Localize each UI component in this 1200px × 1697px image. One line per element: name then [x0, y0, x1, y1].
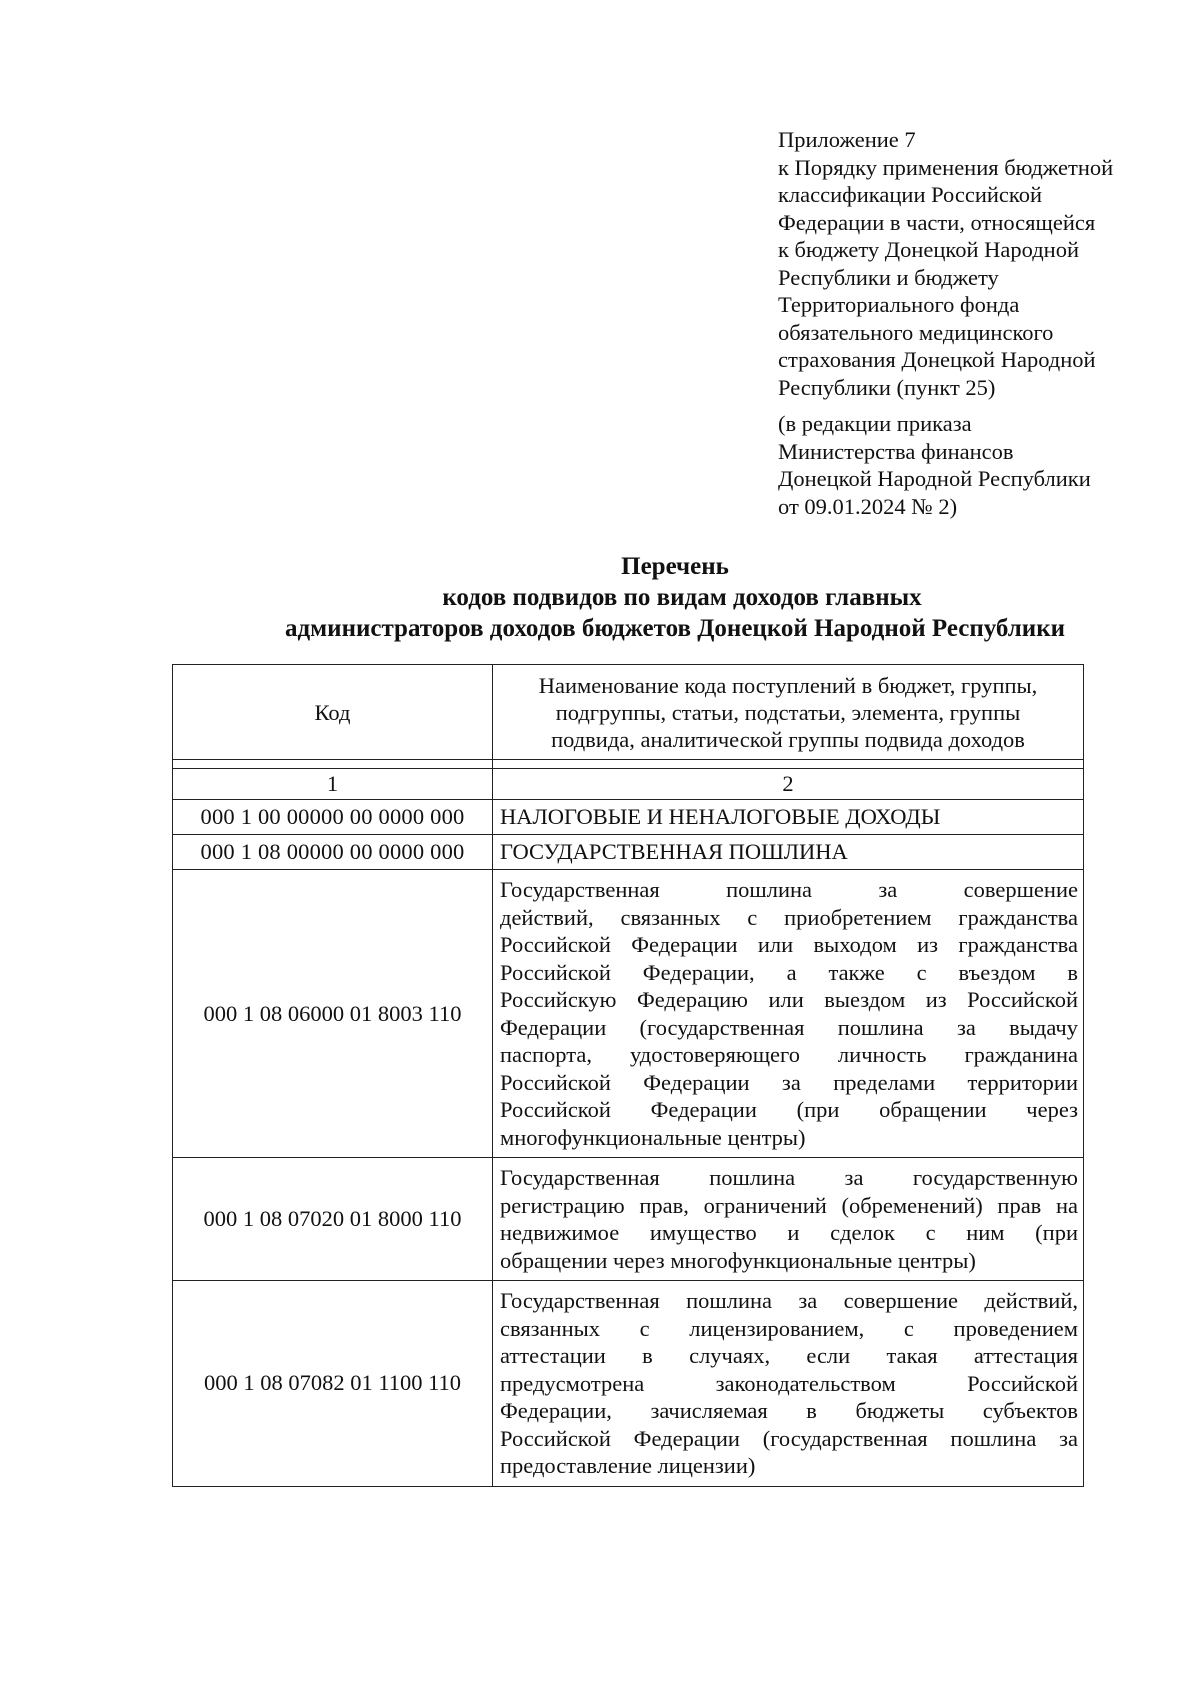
description-line: Российскую Федерацию или выездом из Российской [500, 987, 1078, 1012]
header-name-line: подвида, аналитической группы подвида доходов [551, 726, 1025, 752]
header-name-line: подгруппы, статьи, подстатьи, элемента, группы [555, 699, 1021, 725]
description-line: паспорта, удостоверяющего личность гражданина [500, 1042, 1078, 1067]
header-name-line: Наименование кода поступлений в бюджет, группы, [538, 672, 1038, 698]
edition-line: Донецкой Народной Республики [778, 466, 1091, 491]
document-title [160, 551, 1190, 644]
table-row [173, 870, 1084, 1158]
description-line: Российской Федерации за пределами территории [500, 1069, 1078, 1095]
appendix-line: Республики (пункт 25) [778, 374, 996, 400]
description-line: связанных с лицензированием, с проведением [500, 1315, 1078, 1341]
col-number-1: 1 [173, 769, 493, 800]
code-cell: 000 1 08 07020 01 8000 110 [173, 1158, 493, 1281]
appendix-line: классификации Российской [778, 182, 1042, 207]
code-cell: 000 1 00 00000 00 0000 000 [173, 800, 493, 835]
table-header-row [173, 665, 1084, 760]
table-row [173, 1281, 1084, 1487]
code-cell: 000 1 08 00000 00 0000 000 [173, 835, 493, 870]
appendix-line: к бюджету Донецкой Народной [778, 237, 1080, 262]
description-cell [493, 1281, 1084, 1487]
description-line: аттестации в случаях, если такая аттестация [500, 1343, 1078, 1368]
table-row [173, 800, 1084, 835]
code-cell: 000 1 08 07082 01 1100 110 [173, 1281, 493, 1487]
edition-line: Министерства финансов [778, 438, 1014, 464]
description-line: предусмотрена законодательством Российской [500, 1370, 1078, 1396]
description-line: Федерации (государственная пошлина за выдачу [500, 1014, 1078, 1040]
description-line: Российской Федерации или выходом из гражданства [500, 932, 1078, 957]
description-line: многофункциональные центры) [500, 1124, 806, 1150]
edition-line: от 09.01.2024 № 2) [778, 493, 958, 519]
description-cell [493, 870, 1084, 1158]
description-line: Государственная пошлина за государственную [500, 1165, 1078, 1190]
col-number-2: 2 [493, 769, 1084, 800]
appendix-line: Приложение 7 [778, 127, 916, 152]
appendix-line: Республики и бюджету [778, 264, 999, 290]
description-line: Российской Федерации (государственная пошлина за [500, 1425, 1078, 1451]
numbering-row [173, 769, 1084, 800]
appendix-line: Федерации в части, относящейся [778, 209, 1096, 235]
codes-table [172, 664, 1084, 1487]
description-line: Российской Федерации (при обращении через [500, 1097, 1078, 1122]
table-row [173, 835, 1084, 870]
description-line: Российской Федерации, а также с въездом в [500, 959, 1078, 985]
name-cell: НАЛОГОВЫЕ И НЕНАЛОГОВЫЕ ДОХОДЫ [493, 800, 1084, 835]
appendix-block [778, 126, 1168, 520]
description-line: недвижимое имущество и сделок с ним (при [500, 1220, 1078, 1245]
spacer-cell [173, 760, 493, 769]
table-row [173, 1158, 1084, 1281]
description-line: действий, связанных с приобретением гражданства [500, 904, 1078, 930]
title-line-1: Перечень [621, 553, 729, 580]
description-line: регистрацию прав, ограничений (обременений) прав на [500, 1192, 1078, 1218]
description-line: Государственная пошлина за совершение действий, [500, 1288, 1078, 1313]
appendix-line: обязательного медицинского [778, 319, 1054, 345]
header-code: Код [173, 665, 493, 760]
description-line: обращении через многофункциональные центры) [500, 1247, 976, 1273]
spacer-cell [493, 760, 1084, 769]
code-cell: 000 1 08 06000 01 8003 110 [173, 870, 493, 1158]
description-line: Федерации, зачисляемая в бюджеты субъектов [500, 1398, 1078, 1423]
appendix-gap [778, 401, 1168, 410]
description-line: предоставление лицензии) [500, 1453, 756, 1478]
appendix-line: страхования Донецкой Народной [778, 347, 1096, 372]
appendix-line: к Порядку применения бюджетной [778, 154, 1114, 180]
appendix-line: Территориального фонда [778, 292, 1020, 317]
description-line: Государственная пошлина за совершение [500, 877, 1078, 902]
header-spacer [173, 760, 1084, 769]
header-name [493, 665, 1084, 760]
title-line-2: кодов подвидов по видам доходов главных [442, 584, 922, 611]
description-cell [493, 1158, 1084, 1281]
title-line-3: администраторов доходов бюджетов Донецкой Народной Республики [284, 615, 1066, 642]
name-cell: ГОСУДАРСТВЕННАЯ ПОШЛИНА [493, 835, 1084, 870]
edition-line: (в редакции приказа [778, 411, 972, 436]
